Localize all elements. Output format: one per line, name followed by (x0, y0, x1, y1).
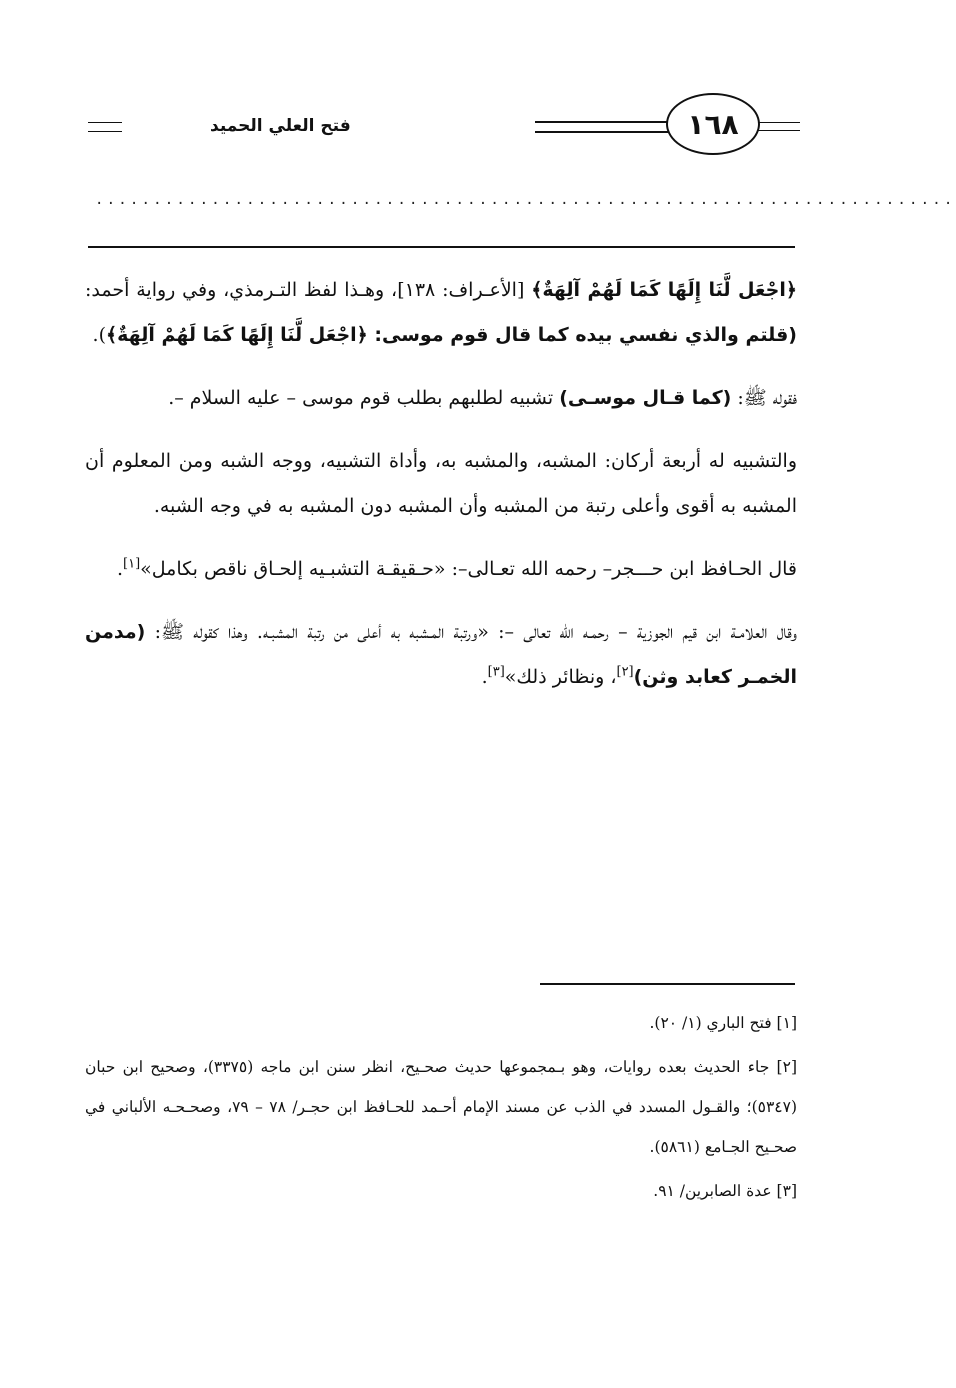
paragraph-5 (85, 610, 797, 700)
p4-end: . (116, 558, 123, 580)
footnote (85, 1171, 797, 1211)
quran-verse-2: ﴿اجْعَل لَّنَا إِلَهًا كَمَا لَهُمْ آلِهَةٌ﴾ (106, 324, 368, 346)
book-title: فتح العلي الحميد (210, 116, 351, 136)
dotted-separator: .......................................................................... (95, 192, 956, 208)
quran-verse: ﴿اجْعَل لَّنَا إِلَهًا كَمَا لَهُمْ آلِهَةٌ﴾ (531, 279, 797, 301)
p4-text: قال الحـافظ ابن حـــجر– رحمه الله تعـالى–: «حـقيقـة التشبـيه إلحـاق ناقص بكامل» (140, 558, 797, 580)
top-rule (88, 246, 795, 248)
footnote-number: [١] (776, 1014, 797, 1032)
p5-text: وقال العلامـة ابن قيم الجوزية – رحمـه الله تعالى –: «ورتبة المـشبه به أعلى من رتبة المشبـه. وهذا كقوله ﷺ: (145, 621, 797, 643)
p5-bold: (مدمن الخمـر كعابد وثن) (85, 621, 797, 688)
footnotes (85, 1003, 797, 1215)
quote-close: ). (92, 324, 106, 346)
footnote-ref-3[interactable]: [٣] (487, 664, 505, 680)
p2-rest: تشبيه لطلبهم بطلب قوم موسى – عليه السلام –. (168, 387, 560, 409)
p5-mid: ، ونظائر ذلك» (504, 666, 617, 688)
footnote-number: [٣] (776, 1182, 797, 1200)
paragraph-1 (85, 268, 797, 358)
verse-reference: [الأعـراف: ١٣٨]، وهـذا لفظ التـرمذي، وفي رواية أحمد: (85, 279, 532, 301)
title-decor-rule (88, 122, 122, 132)
page-number: ١٦٨ (666, 93, 760, 155)
footnote-text: فتح الباري (١/ ٢٠). (649, 1014, 777, 1032)
footnote-ref-1[interactable]: [١] (123, 556, 141, 572)
footnote (85, 1047, 797, 1167)
hadith-quote: (قلتم والذي نفسي بيده كما قال قوم موسى: (367, 324, 797, 346)
p2-lead: فقوله ﷺ: (731, 387, 797, 409)
page-header (80, 88, 800, 168)
footnote-number: [٢] (776, 1058, 797, 1076)
footnote-ref-2[interactable]: [٢] (616, 664, 634, 680)
footnote (85, 1003, 797, 1043)
paragraph-2 (85, 376, 797, 421)
p2-bold: (كما قـال موسـى) (559, 387, 732, 409)
paragraph-3: والتشبيه له أربعة أركان: المشبه، والمشبه به، وأداة التشبيه، ووجه الشبه ومن المعلوم أن المشبه به أقوى وأعلى رتبة من المشبه وأن المشبه دون المشبه به في وجه الشبه. (85, 450, 797, 517)
footnote-text: عدة الصابرين/ ٩١. (653, 1182, 777, 1200)
main-text (85, 268, 797, 718)
p5-end: . (481, 666, 488, 688)
paragraph-4 (85, 547, 797, 592)
footnote-rule (540, 983, 795, 985)
footnote-text: جاء الحديث بعده روايات، وهو بـمجموعها حديث صحـيح، انظر سنن ابن ماجه (٣٣٧٥)، وصحيح ابن حبان (٥٣٤٧)؛ والقـول المسدد في الذب عن مسند الإمام أحـمد للحـافظ ابن حجـر/ ٧٨ – ٧٩، وصحـحـه الألباني في صحـيح الجـامع (٥٨٦١). (85, 1058, 797, 1156)
